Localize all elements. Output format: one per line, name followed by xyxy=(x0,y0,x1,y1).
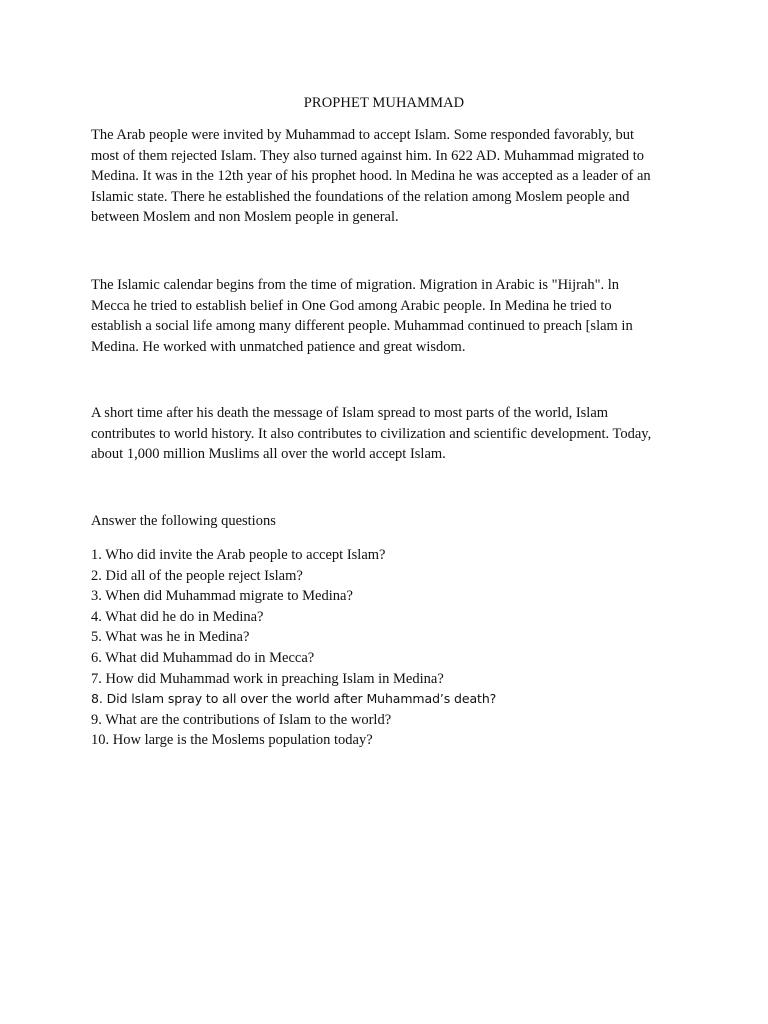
paragraph-line: contributes to world history. It also contributes to civilization and scientific development. Today, xyxy=(91,425,652,442)
paragraph-line: A short time after his death the message of Islam spread to most parts of the world, Islam xyxy=(91,405,609,421)
question-item: 3. When did Muhammad migrate to Medina? xyxy=(91,588,353,605)
paragraph-line: Medina. He worked with unmatched patience and great wisdom. xyxy=(91,338,466,355)
question-item: 4. What did he do in Medina? xyxy=(91,608,264,625)
paragraph-line: between Moslem and non Moslem people in general. xyxy=(91,209,399,225)
paragraph-line: Mecca he tried to establish belief in One God among Arabic people. In Medina he tried to xyxy=(91,297,612,314)
question-item: 2. Did all of the people reject Islam? xyxy=(91,567,303,584)
paragraph-3 xyxy=(91,403,691,465)
question-item: 6. What did Muhammad do in Mecca? xyxy=(91,649,315,666)
questions-prompt: Answer the following questions xyxy=(91,513,276,529)
paragraph-line: The Islamic calendar begins from the time of migration. Migration in Arabic is "Hijrah". ln xyxy=(91,277,620,293)
paragraph-line: about 1,000 million Muslims all over the world accept Islam. xyxy=(91,446,446,462)
question-item: 10. How large is the Moslems population today? xyxy=(91,732,373,749)
question-item: 9. What are the contributions of Islam to the world? xyxy=(91,711,392,728)
paragraph-line: establish a social life among many different people. Muhammad continued to preach [slam in xyxy=(91,318,633,334)
question-item: 8. Did lslam spray to all over the world after Muhammad’s death? xyxy=(91,691,497,707)
questions-list xyxy=(91,545,496,751)
paragraph-line: Islamic state. There he established the foundations of the relation among Moslem people and xyxy=(91,188,630,205)
question-item: 1. Who did invite the Arab people to accept Islam? xyxy=(91,547,386,563)
paragraph-1 xyxy=(91,125,691,228)
paragraph-2 xyxy=(91,275,691,357)
paragraph-line: most of them rejected Islam. They also turned against him. In 622 AD. Muhammad migrated to xyxy=(91,147,645,164)
question-item: 7. How did Muhammad work in preaching Islam in Medina? xyxy=(91,670,444,687)
paragraph-line: The Arab people were invited by Muhammad to accept Islam. Some responded favorably, but xyxy=(91,127,635,143)
paragraph-line: Medina. It was in the 12th year of his prophet hood. ln Medina he was accepted as a leader of an xyxy=(91,168,651,184)
question-item: 5. What was he in Medina? xyxy=(91,629,250,646)
document-title: PROPHET MUHAMMAD xyxy=(303,95,465,111)
